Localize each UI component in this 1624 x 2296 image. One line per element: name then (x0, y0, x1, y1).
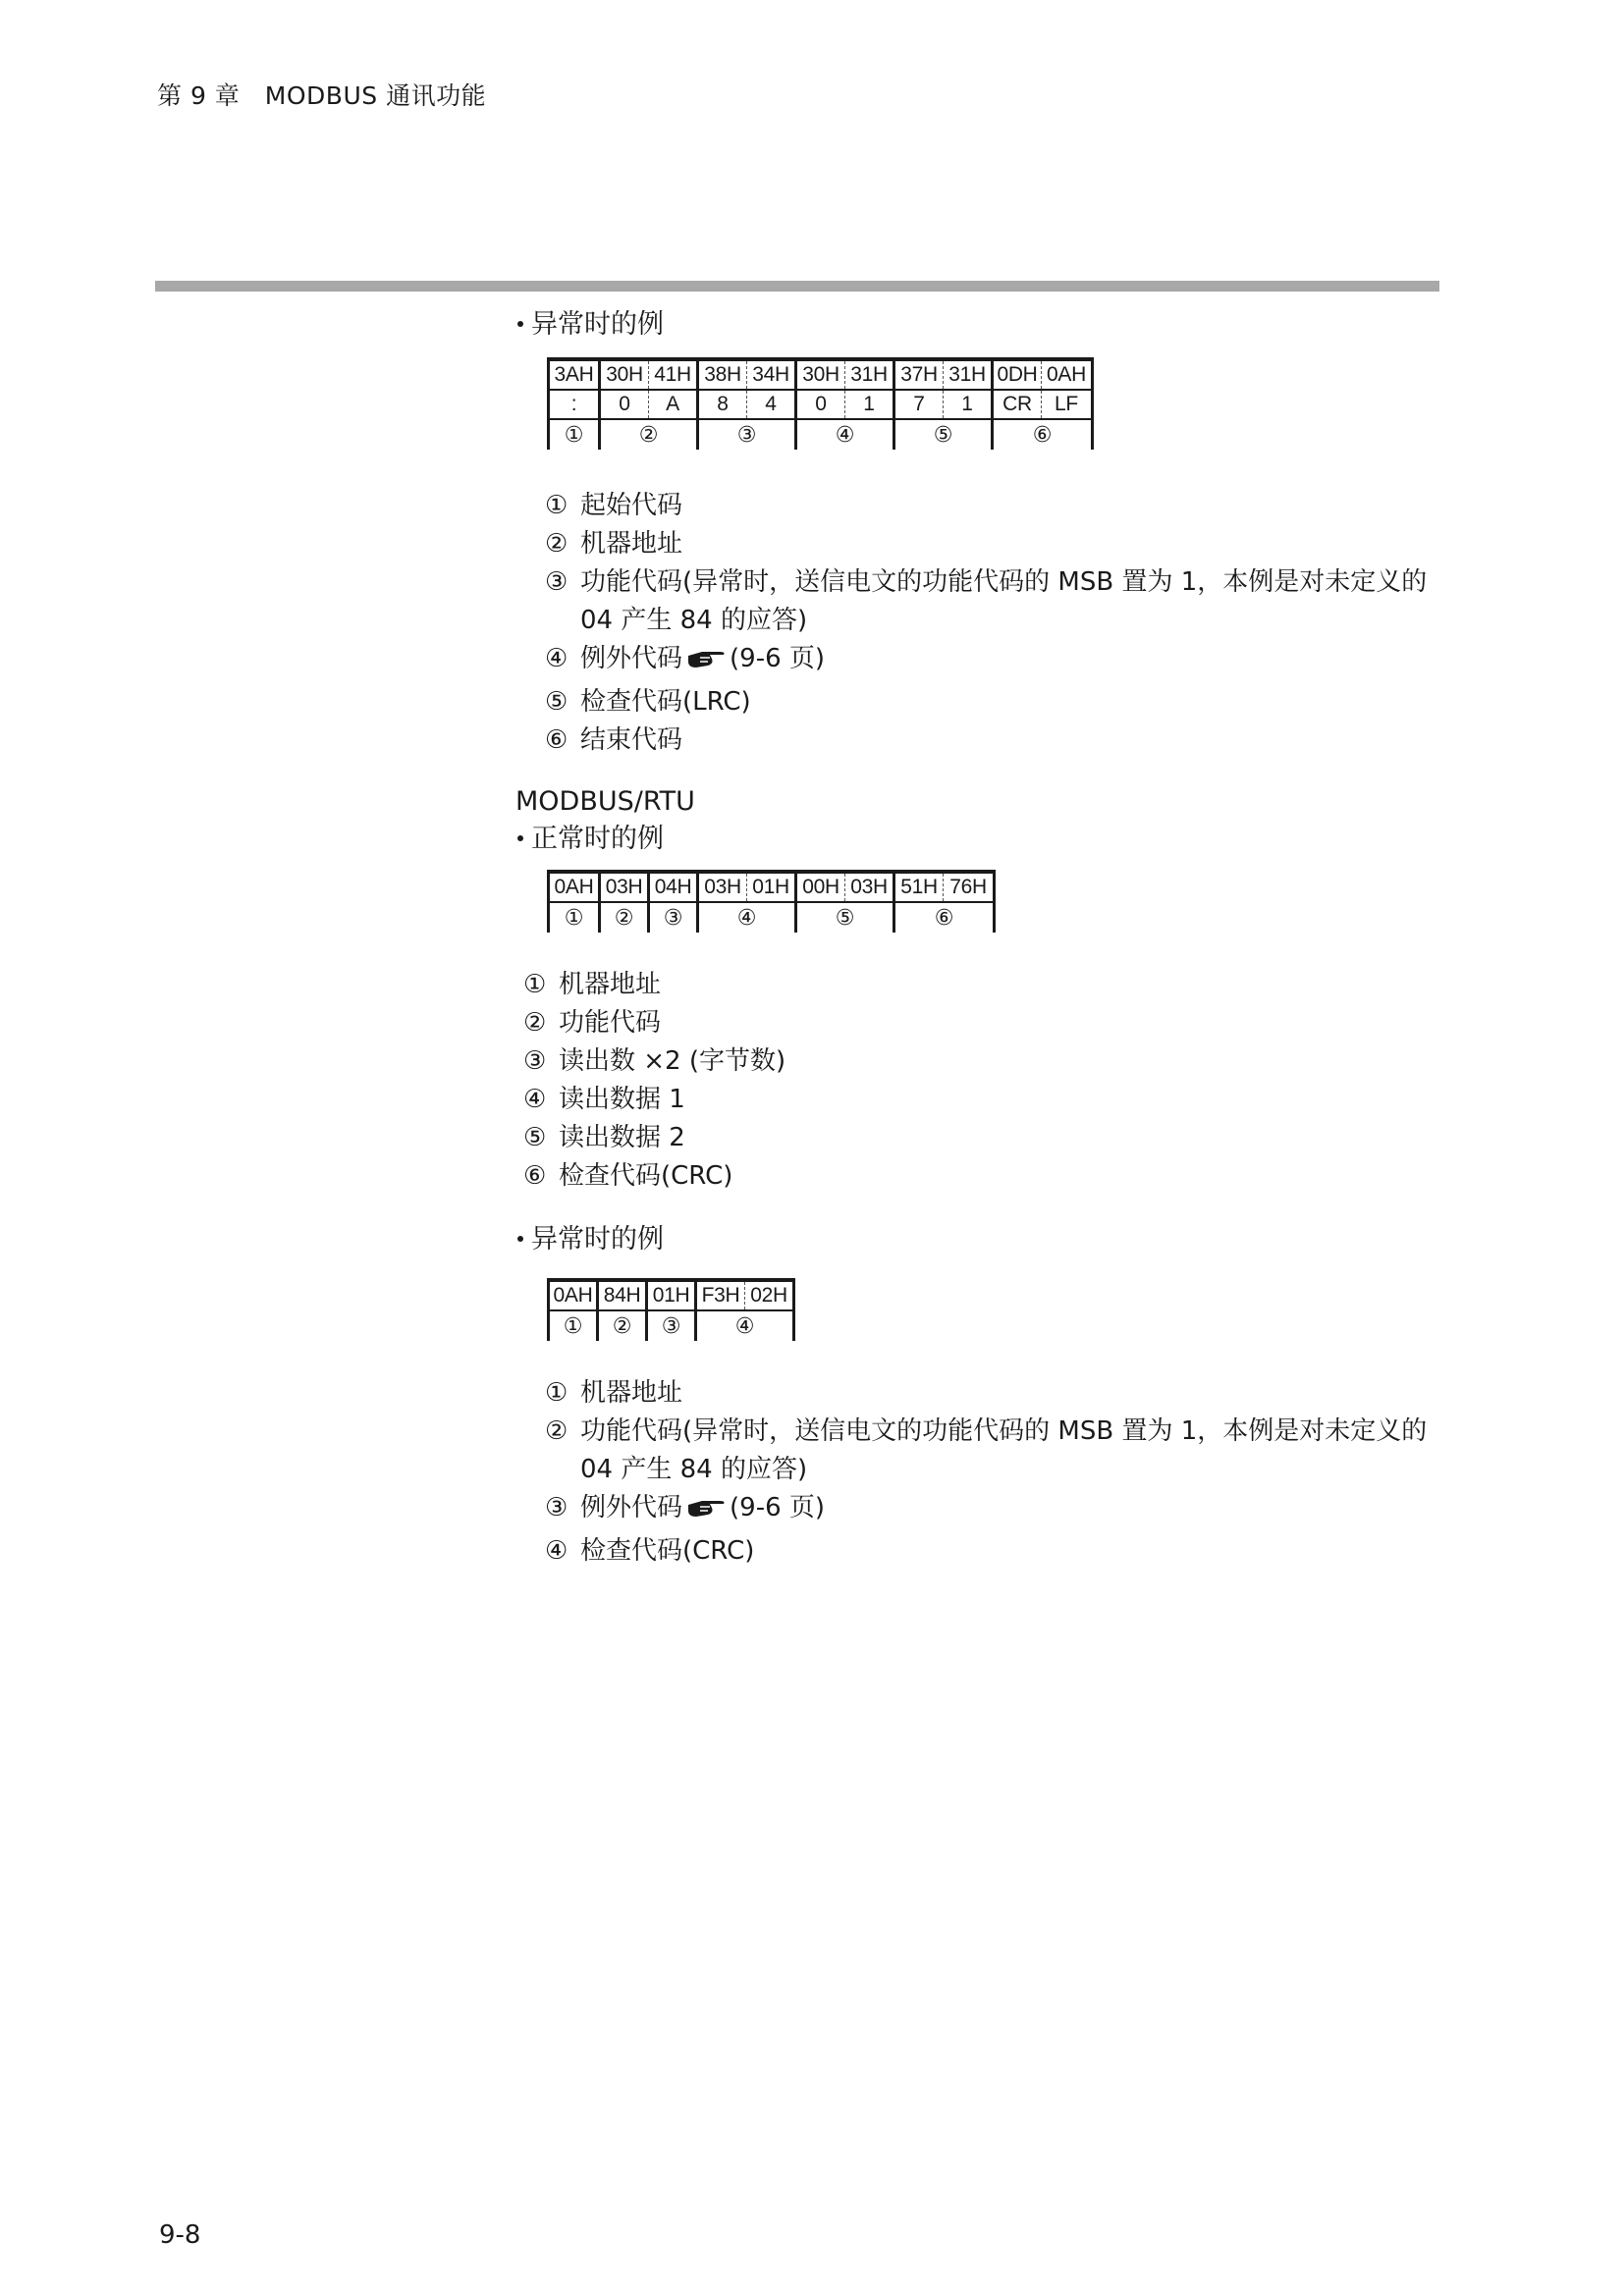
hex-row (549, 359, 1093, 390)
list-item: ⑤ 检查代码(LRC) (545, 687, 751, 717)
group-number: ④ (796, 419, 894, 450)
list-item: ② 功能代码(异常时，送信电文的功能代码的 MSB 置为 1，本例是对未定义的 04 产生 84 的应答) (545, 1416, 1428, 1484)
list-item: ① 机器地址 (523, 970, 662, 999)
ascii-cell: 8 (698, 390, 747, 419)
hex-cell: 31H (944, 359, 993, 390)
group-number-row (549, 419, 1093, 450)
ascii-cell: 1 (944, 390, 993, 419)
group-number: ⑤ (894, 419, 993, 450)
group-number: ② (600, 419, 698, 450)
hex-cell: 01H (747, 872, 796, 902)
group-number: ② (600, 902, 649, 933)
ascii-cell: 0 (796, 390, 845, 419)
group-number: ⑤ (796, 902, 894, 933)
group-number: ① (549, 1310, 598, 1341)
ascii-cell: 0 (600, 390, 649, 419)
hex-cell: 03H (698, 872, 747, 902)
hex-cell: 02H (745, 1280, 794, 1310)
hex-cell: 3AH (549, 359, 600, 390)
group-number: ③ (649, 902, 698, 933)
rtu-section-label: MODBUS/RTU (515, 786, 695, 817)
rtu-normal-legend (523, 966, 1407, 1196)
hex-cell: 51H (894, 872, 944, 902)
hex-cell: F3H (696, 1280, 745, 1310)
bullet-icon (517, 835, 523, 841)
group-number: ① (549, 902, 600, 933)
ascii-cell: A (649, 390, 698, 419)
group-number: ⑥ (993, 419, 1093, 450)
ascii-abnormal-frame (547, 357, 1094, 450)
group-number: ④ (696, 1310, 794, 1341)
hex-row (549, 872, 995, 902)
rtu-abnormal-frame (547, 1278, 795, 1341)
list-item: ④ 检查代码(CRC) (545, 1536, 755, 1566)
list-item: ① 机器地址 (545, 1378, 683, 1408)
hex-cell: 34H (747, 359, 796, 390)
bullet-icon (517, 1236, 523, 1242)
hex-cell: 30H (600, 359, 649, 390)
list-item: ⑤ 读出数据 2 (523, 1123, 685, 1152)
page-number: 9-8 (159, 2220, 201, 2250)
hex-cell: 00H (796, 872, 845, 902)
rtu-abnormal-heading: 异常时的例 (515, 1221, 1458, 1258)
hex-cell: 31H (845, 359, 894, 390)
bullet-icon (517, 321, 523, 327)
list-item: ④ 例外代码 (9-6 页) (545, 640, 1429, 683)
hex-row (549, 1280, 794, 1310)
list-item: ③ 读出数 ×2 (字节数) (523, 1046, 786, 1076)
list-item: ① 起始代码 (545, 491, 683, 520)
ascii-cell: CR (993, 390, 1042, 419)
page-content (515, 306, 1458, 1571)
ascii-cell: LF (1042, 390, 1093, 419)
group-number: ① (549, 419, 600, 450)
rtu-normal-frame (547, 870, 996, 933)
hex-cell: 30H (796, 359, 845, 390)
hex-cell: 38H (698, 359, 747, 390)
ascii-row (549, 390, 1093, 419)
chapter-header: 第 9 章 MODBUS 通讯功能 (157, 81, 487, 110)
group-number: ⑥ (894, 902, 995, 933)
hex-cell: 01H (647, 1280, 696, 1310)
hex-cell: 03H (845, 872, 894, 902)
group-number: ③ (647, 1310, 696, 1341)
list-item: ③ 功能代码(异常时，送信电文的功能代码的 MSB 置为 1，本例是对未定义的 04 产生 84 的应答) (545, 567, 1428, 635)
hex-cell: 0AH (1042, 359, 1093, 390)
hex-cell: 0DH (993, 359, 1042, 390)
hex-cell: 03H (600, 872, 649, 902)
hex-cell: 84H (598, 1280, 647, 1310)
ascii-cell: : (549, 390, 600, 419)
group-number: ④ (698, 902, 796, 933)
ascii-cell: 4 (747, 390, 796, 419)
pointing-hand-icon (686, 1494, 728, 1532)
ascii-abnormal-heading: 异常时的例 (515, 306, 1458, 344)
group-number-row (549, 902, 995, 933)
hex-cell: 04H (649, 872, 698, 902)
hex-cell: 76H (944, 872, 995, 902)
hex-cell: 0AH (549, 1280, 598, 1310)
ascii-abnormal-legend (545, 487, 1429, 760)
rtu-abnormal-legend (545, 1374, 1429, 1571)
list-item: ④ 读出数据 1 (523, 1085, 685, 1114)
hex-cell: 0AH (549, 872, 600, 902)
hex-cell: 41H (649, 359, 698, 390)
rtu-normal-heading: 正常时的例 (515, 821, 1458, 858)
hex-cell: 37H (894, 359, 944, 390)
pointing-hand-icon (686, 645, 728, 683)
ascii-cell: 7 (894, 390, 944, 419)
group-number: ③ (698, 419, 796, 450)
list-item: ② 功能代码 (523, 1008, 662, 1038)
group-number-row (549, 1310, 794, 1341)
list-item: ⑥ 检查代码(CRC) (523, 1161, 733, 1191)
list-item: ⑥ 结束代码 (545, 725, 683, 755)
header-rule (155, 281, 1439, 292)
group-number: ② (598, 1310, 647, 1341)
list-item: ② 机器地址 (545, 529, 683, 559)
ascii-cell: 1 (845, 390, 894, 419)
list-item: ③ 例外代码 (9-6 页) (545, 1489, 1429, 1532)
